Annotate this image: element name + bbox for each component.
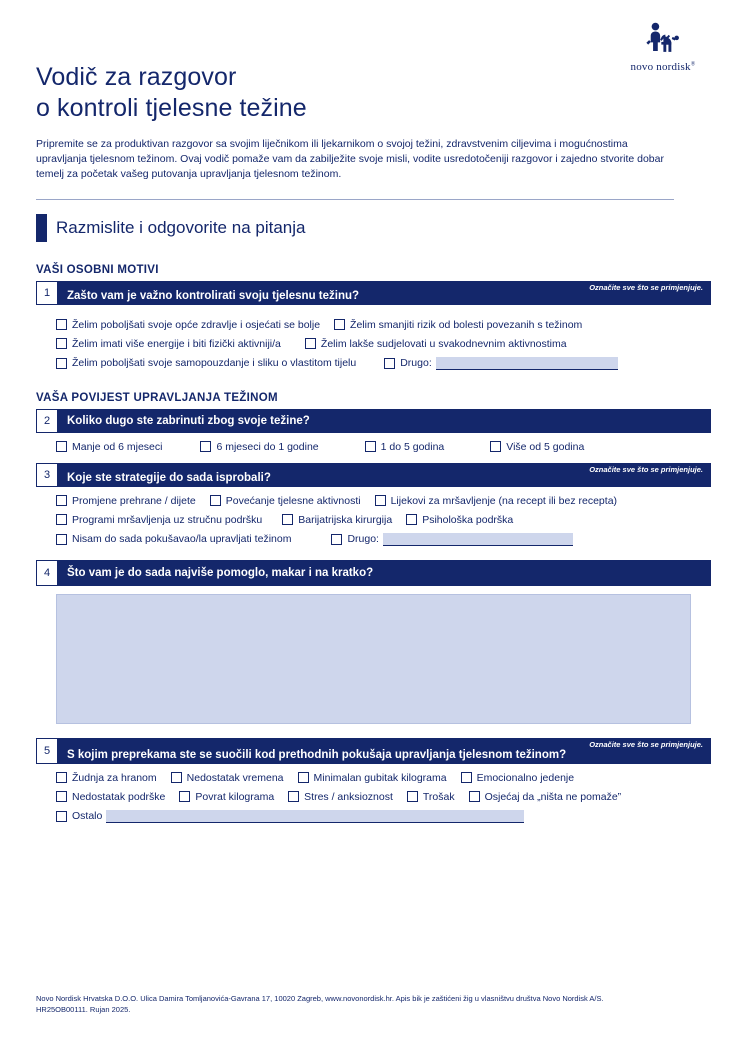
checkbox-option[interactable] <box>56 772 157 784</box>
other-input-line[interactable] <box>383 533 573 546</box>
option-label: Želim imati više energije i biti fizički aktivniji/a <box>72 337 281 350</box>
group-heading-personal-motives: VAŠI OSOBNI MOTIVI <box>36 263 159 276</box>
header-divider <box>36 199 674 200</box>
question-bar-1 <box>36 281 711 305</box>
question-number-1: 1 <box>36 281 58 305</box>
other-input-line[interactable] <box>436 357 618 370</box>
checkbox-icon[interactable] <box>56 772 67 783</box>
checkbox-option[interactable] <box>490 441 584 453</box>
option-row <box>56 357 711 370</box>
option-label: Lijekovi za mršavljenje (na recept ili bez recepta) <box>390 494 618 507</box>
group-heading-weight-history: VAŠA POVIJEST UPRAVLJANJA TEŽINOM <box>36 391 278 404</box>
checkbox-option-other[interactable] <box>384 357 618 370</box>
checkbox-icon[interactable] <box>171 772 182 783</box>
footer-line-1: Novo Nordisk Hrvatska D.O.O. Ulica Damira Tomljanovića-Gavrana 17, 10020 Zagreb, www.novonordisk.hr. Apis bik je zaštićeni žig u vlasništvu društva Novo Nordisk A/S. <box>36 994 604 1004</box>
registered-mark: ® <box>690 61 696 68</box>
option-label: Promjene prehrane / dijete <box>72 494 196 507</box>
footer-line-2: HR25OB00111. Rujan 2025. <box>36 1005 131 1015</box>
option-row <box>56 495 711 507</box>
checkbox-option[interactable] <box>56 533 291 545</box>
checkbox-icon[interactable] <box>407 791 418 802</box>
question-note-1: Označite sve što se primjenjuje. <box>589 282 703 292</box>
option-label: Žudnja za hranom <box>72 771 157 784</box>
question-text-5: S kojim preprekama ste se suočili kod prethodnih pokušaja upravljanja tjelesnom težinom? <box>67 748 567 761</box>
checkbox-icon[interactable] <box>56 534 67 545</box>
checkbox-option[interactable] <box>298 772 447 784</box>
option-label: Ostalo <box>72 810 103 823</box>
checkbox-option[interactable] <box>469 791 622 803</box>
question-bar-2 <box>36 409 711 433</box>
option-label: Drugo: <box>347 533 379 546</box>
checkbox-icon[interactable] <box>305 338 316 349</box>
option-label: Nisam do sada pokušavao/la upravljati težinom <box>72 533 292 546</box>
checkbox-icon[interactable] <box>384 358 395 369</box>
option-label: Povrat kilograma <box>195 790 275 803</box>
checkbox-icon[interactable] <box>288 791 299 802</box>
checkbox-option[interactable] <box>179 791 274 803</box>
option-label: Emocionalno jedenje <box>476 771 575 784</box>
option-label: Želim smanjiti rizik od bolesti povezanih s težinom <box>350 318 583 331</box>
option-label: Drugo: <box>400 357 432 370</box>
option-label: 6 mjeseci do 1 godine <box>216 440 319 453</box>
checkbox-icon[interactable] <box>469 791 480 802</box>
checkbox-icon[interactable] <box>56 514 67 525</box>
checkbox-icon[interactable] <box>56 338 67 349</box>
footer <box>36 994 711 1016</box>
option-row <box>56 441 711 453</box>
section-banner-label: Razmislite i odgovorite na pitanja <box>56 217 306 237</box>
section-accent-bar <box>36 214 47 242</box>
option-label: Povećanje tjelesne aktivnosti <box>225 494 361 507</box>
question-bar-5 <box>36 738 711 764</box>
option-label: Želim lakše sudjelovati u svakodnevnim aktivnostima <box>320 337 567 350</box>
question-text-4: Što vam je do sada najviše pomoglo, makar i na kratko? <box>67 566 374 579</box>
checkbox-option[interactable] <box>365 441 445 453</box>
option-label: Više od 5 godina <box>506 440 585 453</box>
checkbox-icon[interactable] <box>490 441 501 452</box>
question-text-3: Koje ste strategije do sada isprobali? <box>67 471 271 484</box>
intro-paragraph: Pripremite se za produktivan razgovor sa svojim liječnikom ili ljekarnikom o svojoj težini, zdravstvenim ciljevima i mogućnostima upravljanja tjelesnom težinom. Ovaj vodič pomaže vam da zabilježite svoje misli, vodite usredotočeniji razgovor i zajedno stvorite dobar temelj za početak vašeg putovanja upravljanja tjelesnom težinom. <box>36 138 664 181</box>
checkbox-option[interactable] <box>334 319 582 331</box>
checkbox-option-other[interactable] <box>56 810 524 823</box>
option-row <box>56 791 711 803</box>
option-label: Barijatrijska kirurgija <box>298 513 393 526</box>
checkbox-option[interactable] <box>406 514 513 526</box>
question-number-2: 2 <box>36 409 58 433</box>
checkbox-option[interactable] <box>56 495 196 507</box>
checkbox-option[interactable] <box>200 441 318 453</box>
checkbox-option[interactable] <box>56 319 320 331</box>
option-row <box>56 338 711 350</box>
checkbox-icon[interactable] <box>56 811 67 822</box>
checkbox-icon[interactable] <box>200 441 211 452</box>
checkbox-option[interactable] <box>305 338 567 350</box>
checkbox-icon[interactable] <box>56 495 67 506</box>
question-number-3: 3 <box>36 463 58 487</box>
checkbox-icon[interactable] <box>298 772 309 783</box>
option-label: Želim poboljšati svoje samopouzdanje i sliku o vlastitom tijelu <box>72 357 357 370</box>
other-input-line[interactable] <box>106 810 524 823</box>
question-number-5: 5 <box>36 738 58 764</box>
checkbox-option[interactable] <box>56 357 356 369</box>
option-row <box>56 319 711 331</box>
checkbox-icon[interactable] <box>406 514 417 525</box>
question-bar-4 <box>36 560 711 586</box>
question-number-4: 4 <box>36 560 58 586</box>
checkbox-option[interactable] <box>375 495 617 507</box>
checkbox-icon[interactable] <box>334 319 345 330</box>
option-label: Nedostatak vremena <box>186 771 284 784</box>
option-label: Osjećaj da „ništa ne pomaže” <box>484 790 622 803</box>
checkbox-option[interactable] <box>210 495 361 507</box>
checkbox-option[interactable] <box>171 772 284 784</box>
title-line-2: o kontroli tjelesne težine <box>36 93 307 122</box>
question-note-3: Označite sve što se primjenjuje. <box>589 464 703 474</box>
question-text-2: Koliko dugo ste zabrinuti zbog svoje težine? <box>67 414 310 427</box>
checkbox-icon[interactable] <box>56 319 67 330</box>
option-label: Minimalan gubitak kilograma <box>313 771 447 784</box>
checkbox-option[interactable] <box>461 772 574 784</box>
option-label: Želim poboljšati svoje opće zdravlje i osjećati se bolje <box>72 318 321 331</box>
apis-bull-icon <box>631 22 694 60</box>
page-title <box>36 0 711 123</box>
checkbox-option[interactable] <box>407 791 455 803</box>
option-label: 1 do 5 godina <box>380 440 445 453</box>
option-row <box>56 533 711 546</box>
checkbox-icon[interactable] <box>56 441 67 452</box>
option-label: Manje od 6 mjeseci <box>72 440 163 453</box>
logo-wordmark: novo nordisk® <box>630 61 696 73</box>
checkbox-icon[interactable] <box>461 772 472 783</box>
checkbox-icon[interactable] <box>56 791 67 802</box>
option-label: Psihološka podrška <box>422 513 514 526</box>
checkbox-icon[interactable] <box>331 534 342 545</box>
checkbox-icon[interactable] <box>56 358 67 369</box>
option-label: Trošak <box>422 790 455 803</box>
option-row <box>56 772 711 784</box>
checkbox-option[interactable] <box>56 338 281 350</box>
option-row <box>56 810 711 823</box>
checkbox-icon[interactable] <box>282 514 293 525</box>
checkbox-option[interactable] <box>288 791 393 803</box>
checkbox-icon[interactable] <box>179 791 190 802</box>
checkbox-icon[interactable] <box>365 441 376 452</box>
option-label: Programi mršavljenja uz stručnu podršku <box>72 513 263 526</box>
option-row <box>56 514 711 526</box>
checkbox-option[interactable] <box>282 514 392 526</box>
free-text-answer-box-4[interactable] <box>56 594 691 724</box>
checkbox-option-other[interactable] <box>331 533 573 546</box>
option-label: Nedostatak podrške <box>72 790 166 803</box>
question-text-1: Zašto vam je važno kontrolirati svoju tjelesnu težinu? <box>67 289 360 302</box>
novo-nordisk-logo <box>617 22 709 73</box>
question-note-5: Označite sve što se primjenjuje. <box>589 739 703 749</box>
checkbox-option[interactable] <box>56 441 162 453</box>
checkbox-option[interactable] <box>56 791 165 803</box>
section-banner <box>36 214 711 242</box>
checkbox-icon[interactable] <box>375 495 386 506</box>
title-line-1: Vodič za razgovor <box>36 63 237 91</box>
question-bar-3 <box>36 463 711 487</box>
checkbox-icon[interactable] <box>210 495 221 506</box>
option-label: Stres / anksioznost <box>304 790 393 803</box>
checkbox-option[interactable] <box>56 514 262 526</box>
